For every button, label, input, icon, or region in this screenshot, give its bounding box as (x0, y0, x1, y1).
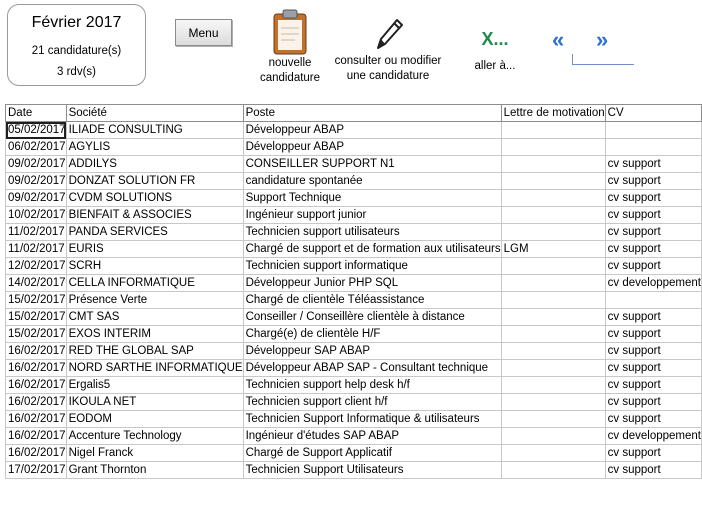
table-row[interactable] (6, 343, 702, 360)
cell-cv[interactable]: cv support (605, 445, 701, 462)
cell-position[interactable]: Technicien Support Utilisateurs (243, 462, 501, 479)
cell-cv[interactable]: cv support (605, 462, 701, 479)
cell-position[interactable]: Chargé de support et de formation aux utilisateurs (243, 241, 501, 258)
next-arrow-icon[interactable]: » (596, 27, 604, 52)
cell-position[interactable]: Développeur SAP ABAP (243, 343, 501, 360)
header-company[interactable]: Société (66, 105, 243, 122)
cell-company[interactable]: Accenture Technology (66, 428, 243, 445)
cell-cover-letter[interactable] (501, 462, 605, 479)
cell-date[interactable]: 12/02/2017 (6, 258, 67, 275)
cell-cv[interactable]: cv support (605, 190, 701, 207)
cell-position[interactable]: Développeur ABAP SAP - Consultant technique (243, 360, 501, 377)
table-row[interactable] (6, 377, 702, 394)
table-row[interactable] (6, 309, 702, 326)
cell-cover-letter[interactable] (501, 326, 605, 343)
cell-company[interactable]: CVDM SOLUTIONS (66, 190, 243, 207)
cell-cover-letter[interactable] (501, 428, 605, 445)
cell-cover-letter[interactable] (501, 394, 605, 411)
cell-position[interactable]: candidature spontanée (243, 173, 501, 190)
header-cover-letter[interactable]: Lettre de motivation (501, 105, 605, 122)
month-title: Février 2017 (31, 14, 122, 31)
cell-company[interactable]: DONZAT SOLUTION FR (66, 173, 243, 190)
cell-date[interactable]: 16/02/2017 (6, 394, 67, 411)
new-application-label-2: candidature (259, 72, 321, 84)
cell-date[interactable]: 15/02/2017 (6, 326, 67, 343)
cell-cover-letter[interactable] (501, 360, 605, 377)
cell-cv[interactable]: cv support (605, 411, 701, 428)
cell-date[interactable]: 09/02/2017 (6, 190, 67, 207)
cell-position[interactable]: Technicien support utilisateurs (243, 224, 501, 241)
table-row[interactable] (6, 156, 702, 173)
cell-date[interactable]: 11/02/2017 (6, 241, 67, 258)
cell-company[interactable]: RED THE GLOBAL SAP (66, 343, 243, 360)
cell-cover-letter[interactable] (501, 343, 605, 360)
cell-cover-letter[interactable]: LGM (501, 241, 605, 258)
month-summary-box (7, 4, 146, 86)
cell-company[interactable]: ADDILYS (66, 156, 243, 173)
cell-date[interactable]: 16/02/2017 (6, 445, 67, 462)
cell-cv[interactable]: cv developpement (605, 428, 701, 445)
cell-cover-letter[interactable] (501, 292, 605, 309)
cell-company[interactable]: CMT SAS (66, 309, 243, 326)
cell-position[interactable]: Ingénieur d'études SAP ABAP (243, 428, 501, 445)
cell-date[interactable]: 05/02/2017 (6, 122, 67, 139)
cell-company[interactable]: EODOM (66, 411, 243, 428)
previous-arrow-icon[interactable]: « (552, 27, 560, 52)
cell-cv[interactable]: cv support (605, 224, 701, 241)
cell-position[interactable]: Technicien support help desk h/f (243, 377, 501, 394)
cell-position[interactable]: Technicien support client h/f (243, 394, 501, 411)
cell-company[interactable]: ILIADE CONSULTING (66, 122, 243, 139)
cell-position[interactable]: Support Technique (243, 190, 501, 207)
cell-company[interactable]: BIENFAIT & ASSOCIES (66, 207, 243, 224)
cell-date[interactable]: 15/02/2017 (6, 292, 67, 309)
table-row[interactable] (6, 241, 702, 258)
cell-date[interactable]: 16/02/2017 (6, 411, 67, 428)
table-row[interactable] (6, 139, 702, 156)
applications-count: 21 candidature(s) (31, 45, 122, 57)
cell-position[interactable]: Conseiller / Conseillère clientèle à distance (243, 309, 501, 326)
cell-cover-letter[interactable] (501, 445, 605, 462)
cell-company[interactable]: EXOS INTERIM (66, 326, 243, 343)
new-application-label-1: nouvelle (268, 57, 312, 69)
cell-date[interactable]: 09/02/2017 (6, 173, 67, 190)
cell-cv[interactable] (605, 122, 701, 139)
cell-cover-letter[interactable] (501, 275, 605, 292)
cell-date[interactable]: 14/02/2017 (6, 275, 67, 292)
cell-cover-letter[interactable] (501, 190, 605, 207)
cell-cv[interactable]: cv support (605, 394, 701, 411)
cell-date[interactable]: 11/02/2017 (6, 224, 67, 241)
applications-table (5, 104, 702, 479)
cell-cv[interactable]: cv support (605, 326, 701, 343)
cell-cover-letter[interactable] (501, 224, 605, 241)
cell-date[interactable]: 06/02/2017 (6, 139, 67, 156)
table-row[interactable] (6, 207, 702, 224)
cell-cv[interactable]: cv support (605, 173, 701, 190)
table-row[interactable] (6, 224, 702, 241)
cell-position[interactable]: Chargé(e) de clientèle H/F (243, 326, 501, 343)
clipboard-icon (270, 8, 310, 56)
cell-company[interactable]: NORD SARTHE INFORMATIQUE (66, 360, 243, 377)
table-row[interactable] (6, 428, 702, 445)
table-row[interactable] (6, 462, 702, 479)
pencil-icon (370, 14, 406, 54)
table-row[interactable] (6, 326, 702, 343)
table-row[interactable] (6, 190, 702, 207)
menu-button[interactable]: Menu (175, 19, 232, 46)
cell-date[interactable]: 15/02/2017 (6, 309, 67, 326)
table-row[interactable] (6, 394, 702, 411)
table-row[interactable] (6, 445, 702, 462)
cell-date[interactable]: 16/02/2017 (6, 343, 67, 360)
cell-date[interactable]: 17/02/2017 (6, 462, 67, 479)
cell-company[interactable]: IKOULA NET (66, 394, 243, 411)
cell-cover-letter[interactable] (501, 309, 605, 326)
nav-divider (572, 64, 634, 65)
cell-position[interactable]: Développeur ABAP (243, 139, 501, 156)
cell-cv[interactable]: cv support (605, 241, 701, 258)
cell-cv[interactable]: cv support (605, 207, 701, 224)
table-header-row (6, 105, 702, 122)
cell-cover-letter[interactable] (501, 156, 605, 173)
cell-company[interactable]: Ergalis5 (66, 377, 243, 394)
cell-date[interactable]: 09/02/2017 (6, 156, 67, 173)
cell-company[interactable]: SCRH (66, 258, 243, 275)
table-row[interactable] (6, 258, 702, 275)
cell-position[interactable]: Chargé de clientèle Téléassistance (243, 292, 501, 309)
cell-cover-letter[interactable] (501, 207, 605, 224)
cell-cover-letter[interactable] (501, 258, 605, 275)
table-row[interactable] (6, 360, 702, 377)
cell-company[interactable]: Grant Thornton (66, 462, 243, 479)
table-row[interactable] (6, 173, 702, 190)
table-row[interactable] (6, 292, 702, 309)
goto-label: aller à... (474, 60, 516, 72)
cell-date[interactable]: 16/02/2017 (6, 428, 67, 445)
cell-company[interactable]: PANDA SERVICES (66, 224, 243, 241)
cell-cover-letter[interactable] (501, 377, 605, 394)
cell-position[interactable]: Développeur ABAP (243, 122, 501, 139)
appointments-count: 3 rdv(s) (57, 66, 96, 78)
cell-company[interactable]: Présence Verte (66, 292, 243, 309)
header-date[interactable]: Date (6, 105, 67, 122)
cell-cv[interactable]: cv support (605, 258, 701, 275)
cell-date[interactable]: 10/02/2017 (6, 207, 67, 224)
cell-position[interactable]: Ingénieur support junior (243, 207, 501, 224)
cell-date[interactable]: 16/02/2017 (6, 377, 67, 394)
cell-cv[interactable]: cv support (605, 343, 701, 360)
consult-modify-label-1: consulter ou modifier (334, 55, 442, 67)
cell-cv[interactable] (605, 139, 701, 156)
header-cv[interactable]: CV (605, 105, 701, 122)
cell-position[interactable]: Développeur Junior PHP SQL (243, 275, 501, 292)
goto-button[interactable] (462, 28, 528, 74)
cell-company[interactable]: EURIS (66, 241, 243, 258)
cell-cover-letter[interactable] (501, 122, 605, 139)
cell-date[interactable]: 16/02/2017 (6, 360, 67, 377)
cell-position[interactable]: Chargé de Support Applicatif (243, 445, 501, 462)
excel-icon: X... (481, 29, 509, 49)
cell-company[interactable]: AGYLIS (66, 139, 243, 156)
table-row[interactable] (6, 411, 702, 428)
cell-position[interactable]: Technicien Support Informatique & utilisateurs (243, 411, 501, 428)
cell-position[interactable]: Technicien support informatique (243, 258, 501, 275)
cell-cv[interactable]: cv support (605, 377, 701, 394)
cell-cv[interactable]: cv support (605, 309, 701, 326)
new-application-button[interactable] (250, 8, 330, 86)
consult-modify-button[interactable] (326, 14, 450, 84)
table-row[interactable] (6, 122, 702, 139)
header-position[interactable]: Poste (243, 105, 501, 122)
nav-divider-tick (572, 54, 573, 65)
cell-cv[interactable] (605, 292, 701, 309)
cell-company[interactable]: CELLA INFORMATIQUE (66, 275, 243, 292)
cell-cv[interactable]: cv support (605, 360, 701, 377)
cell-cv[interactable]: cv developpement (605, 275, 701, 292)
table-row[interactable] (6, 275, 702, 292)
consult-modify-label-2: une candidature (346, 70, 430, 82)
cell-cover-letter[interactable] (501, 173, 605, 190)
cell-position[interactable]: CONSEILLER SUPPORT N1 (243, 156, 501, 173)
cell-cover-letter[interactable] (501, 411, 605, 428)
cell-company[interactable]: Nigel Franck (66, 445, 243, 462)
cell-cv[interactable]: cv support (605, 156, 701, 173)
cell-cover-letter[interactable] (501, 139, 605, 156)
